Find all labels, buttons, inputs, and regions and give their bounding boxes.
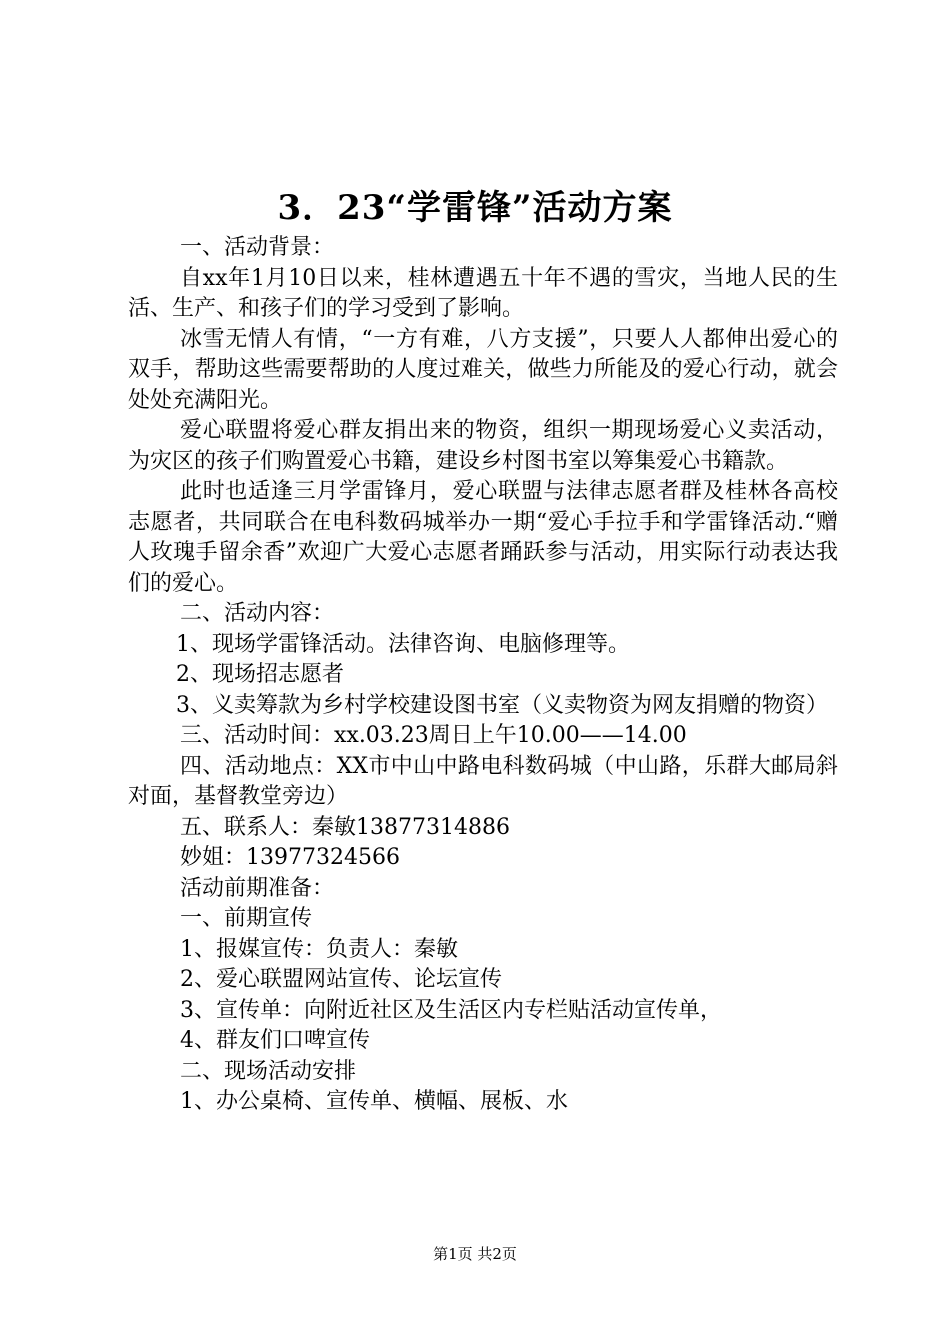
list-item: 1、报媒宣传：负责人：秦敏: [180, 936, 458, 962]
page-footer: 第1页 共2页: [433, 1245, 517, 1263]
paragraph-support: 冰雪无情人有情，“一方有难，八方支援”，只要人人都伸出爱心的双手，帮助这些需要帮助的人度过难关，做些力所能及的爱心行动，就会处处充满阳光。: [128, 326, 838, 413]
list-item: 2、现场招志愿者: [176, 662, 344, 687]
heading-time: 三、活动时间：xx.03.23周日上午10.00——14.00: [180, 723, 687, 748]
document-body: [128, 233, 838, 1118]
heading-onsite: 二、现场活动安排: [180, 1058, 357, 1084]
paragraph-leifeng-month: 此时也适逢三月学雷锋月，爱心联盟与法律志愿者群及桂林各高校志愿者，共同联合在电科数码城举办一期“爱心手拉手和学雷锋活动.“赠人玫瑰手留余香”欢迎广大爱心志愿者踊跃参与活动，用实际行动表达我们的爱心。: [128, 479, 838, 596]
list-item: 4、群友们口啤宣传: [180, 1028, 370, 1053]
list-item: 3、义卖筹款为乡村学校建设图书室（义卖物资为网友捐赠的物资）: [176, 692, 828, 718]
list-item: 2、爱心联盟网站宣传、论坛宣传: [180, 967, 502, 992]
paragraph-snow-disaster: 自xx年1月10日以来，桂林遭遇五十年不遇的雪灾，当地人民的生活、生产、和孩子们的学习受到了影响。: [128, 265, 838, 321]
heading-preparation: 活动前期准备：: [180, 875, 335, 901]
heading-content: 二、活动内容：: [180, 601, 335, 626]
list-item: 3、宣传单：向附近社区及生活区内专栏贴活动宣传单，: [180, 997, 722, 1023]
contact-line: 妙姐：13977324566: [180, 845, 400, 870]
heading-publicity: 一、前期宣传: [180, 906, 313, 931]
paragraph-charity-sale: 爱心联盟将爱心群友捐出来的物资，组织一期现场爱心义卖活动，为灾区的孩子们购置爱心书籍，建设乡村图书室以筹集爱心书籍款。: [128, 418, 838, 474]
heading-location: 四、活动地点：XX市中山中路电科数码城（中山路，乐群大邮局斜对面，基督教堂旁边）: [128, 753, 838, 809]
heading-background: 一、活动背景：: [180, 235, 335, 260]
document-title: 3．23“学雷锋”活动方案: [277, 188, 673, 228]
list-item: 1、现场学雷锋活动。法律咨询、电脑修理等。: [176, 631, 630, 657]
list-item: 1、办公桌椅、宣传单、横幅、展板、水: [180, 1089, 568, 1114]
heading-contact: 五、联系人：秦敏13877314886: [180, 814, 510, 840]
